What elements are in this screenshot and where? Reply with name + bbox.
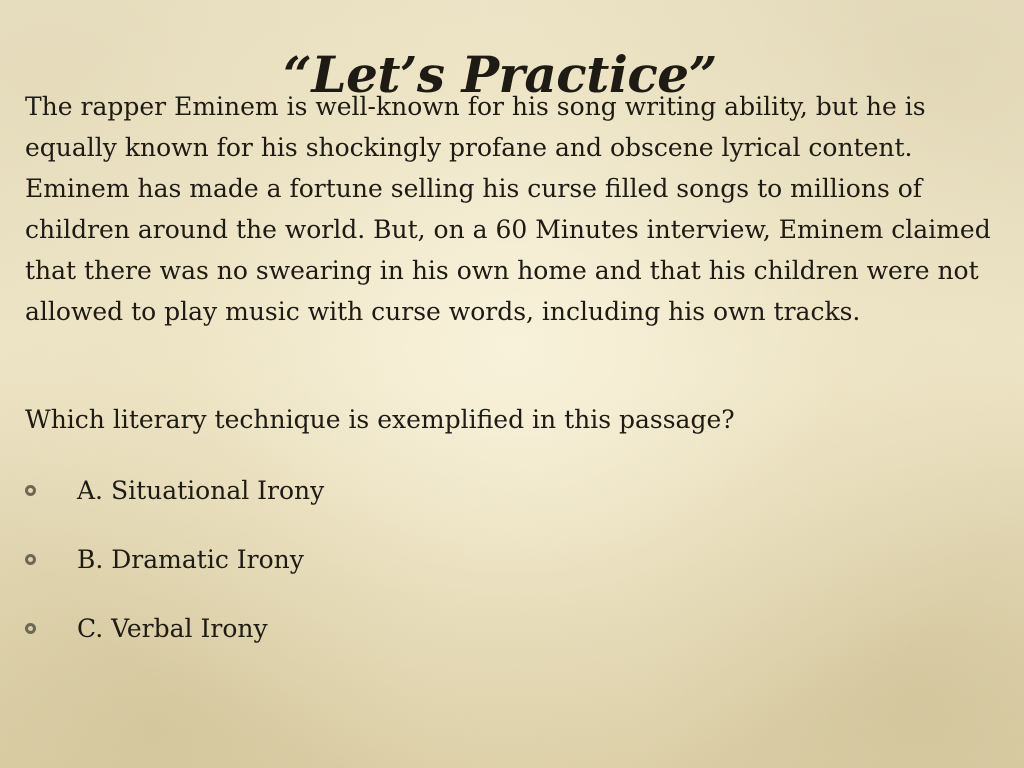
option-c[interactable]: [25, 608, 725, 648]
passage-text: The rapper Eminem is well-known for his song writing ability, but he is equally known for his shockingly profane and obscene lyrical content. Eminem has made a fortune selling his curse filled songs to millions of children around the world. But, on a 60 Minutes interview, Eminem claimed that there was no swearing in his own home and that his children were not allowed to play music with curse words, including his own tracks.: [25, 92, 991, 326]
hollow-circle-bullet-icon: [25, 554, 36, 565]
hollow-circle-bullet-icon: [25, 623, 36, 634]
option-c-label: C. Verbal Irony: [77, 613, 268, 643]
hollow-circle-bullet-icon: [25, 485, 36, 496]
slide-title: “Let’s Practice”: [283, 44, 717, 104]
question-text: Which literary technique is exemplified in this passage?: [25, 405, 735, 434]
option-a-label: A. Situational Irony: [77, 475, 325, 505]
option-b[interactable]: [25, 539, 725, 579]
option-b-label: B. Dramatic Irony: [77, 544, 304, 574]
option-a[interactable]: [25, 470, 725, 510]
